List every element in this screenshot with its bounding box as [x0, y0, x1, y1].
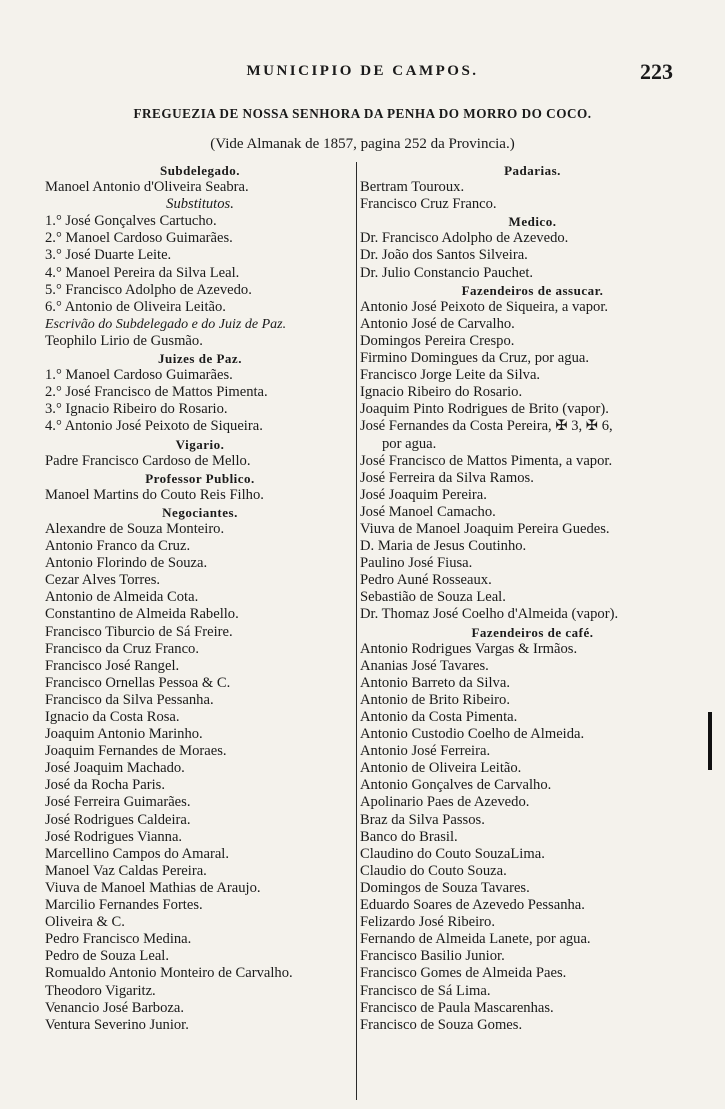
section-heading-subdelegado: Subdelegado.: [159, 163, 241, 178]
fazendeiros-assucar-list: [360, 299, 705, 436]
list-item: Claudio do Couto Souza.: [360, 862, 507, 879]
list-item: Antonio Barreto da Silva.: [360, 674, 510, 691]
list-item: Antonio José Ferreira.: [360, 743, 491, 760]
list-item: Francisco de Paula Mascarenhas.: [360, 999, 554, 1016]
juizes-list: [45, 367, 355, 435]
list-item: Francisco Jorge Leite da Silva.: [360, 367, 541, 384]
list-item: Paulino José Fiusa.: [360, 555, 473, 572]
list-item: Antonio Rodrigues Vargas & Irmãos.: [360, 640, 578, 657]
list-item: José Joaquim Pereira.: [360, 486, 487, 503]
list-item: 3.° Ignacio Ribeiro do Rosario.: [45, 401, 228, 418]
list-item: Marcilio Fernandes Fortes.: [45, 897, 203, 914]
list-item: Francisco Ornellas Pessoa & C.: [45, 674, 231, 691]
list-item: Antonio da Costa Pimenta.: [360, 709, 518, 725]
list-item: 2.° Manoel Cardoso Guimarães.: [45, 230, 233, 247]
list-item: Bertram Touroux.: [360, 179, 465, 196]
list-item: Claudino do Couto SouzaLima.: [360, 845, 545, 862]
list-item: Ventura Severino Junior.: [45, 1016, 189, 1033]
list-item: Viuva de Manoel Joaquim Pereira Guedes.: [360, 520, 610, 537]
list-item: José da Rocha Paris.: [45, 777, 165, 794]
list-item: Domingos de Souza Tavares.: [360, 879, 530, 896]
list-item: Dr. João dos Santos Silveira.: [360, 247, 528, 264]
list-item: Francisco da Silva Pessanha.: [45, 691, 214, 708]
list-item: Antonio de Almeida Cota.: [45, 589, 199, 606]
right-column: [360, 162, 705, 1034]
medico-list: [360, 230, 705, 281]
list-item: 4.° Manoel Pereira da Silva Leal.: [45, 264, 240, 281]
list-item: Cezar Alves Torres.: [45, 572, 161, 589]
list-item: José Manoel Camacho.: [360, 503, 496, 520]
list-item: Apolinario Paes de Azevedo.: [360, 794, 530, 811]
margin-mark: [708, 712, 712, 770]
list-item: Sebastião de Souza Leal.: [360, 589, 506, 606]
list-item: Theodoro Vigaritz.: [45, 982, 156, 999]
list-item: José Fernandes da Costa Pereira, ✠ 3, ✠ 6,: [360, 418, 613, 435]
list-item: Manoel Vaz Caldas Pereira.: [45, 862, 207, 879]
section-heading-medico: Medico.: [508, 214, 557, 230]
page-header: [0, 59, 725, 87]
section-heading-negociantes: Negociantes.: [162, 504, 238, 520]
list-item: José Rodrigues Caldeira.: [45, 811, 191, 828]
list-item: 3.° José Duarte Leite.: [45, 247, 172, 264]
list-item: Pedro de Souza Leal.: [45, 948, 170, 965]
list-item: Francisco Tiburcio de Sá Freire.: [45, 623, 233, 640]
list-item: Felizardo José Ribeiro.: [360, 914, 495, 931]
list-item: Constantino de Almeida Rabello.: [45, 606, 239, 623]
page-number: 223: [640, 59, 673, 84]
list-item: Francisco de Sá Lima.: [360, 982, 491, 999]
escrivao-name: Teophilo Lirio de Gusmão.: [45, 332, 203, 349]
list-item: Antonio José de Carvalho.: [360, 315, 515, 332]
list-item: Dr. Francisco Adolpho de Azevedo.: [360, 230, 569, 247]
section-heading-fazendeiros-cafe: Fazendeiros de café.: [471, 624, 594, 640]
list-item: Firmino Domingues da Cruz, por agua.: [360, 350, 590, 367]
list-item: José Francisco de Mattos Pimenta, a vapor.: [360, 452, 613, 469]
list-item: Oliveira & C.: [45, 914, 125, 931]
list-item: Antonio Florindo de Souza.: [45, 555, 208, 572]
list-item: Antonio de Brito Ribeiro.: [360, 691, 510, 708]
left-column: [45, 162, 355, 1034]
list-item: Joaquim Pinto Rodrigues de Brito (vapor).: [360, 401, 609, 418]
list-item: José Joaquim Machado.: [45, 760, 185, 777]
list-item: Ignacio Ribeiro do Rosario.: [360, 384, 523, 401]
padarias-list: [360, 179, 705, 213]
subdelegado-name: Manoel Antonio d'Oliveira Seabra.: [45, 179, 249, 196]
list-item: Francisco de Souza Gomes.: [360, 1016, 523, 1033]
running-title: MUNICIPIO DE CAMPOS.: [246, 63, 479, 79]
list-item: 5.° Francisco Adolpho de Azevedo.: [45, 281, 252, 298]
substitutos-list: [45, 213, 355, 316]
list-item: José Ferreira Guimarães.: [45, 794, 191, 811]
negociantes-list: [45, 521, 355, 1034]
list-item: Francisco Basilio Junior.: [360, 948, 505, 965]
list-item-continuation: por agua.: [382, 435, 437, 452]
list-item: 6.° Antonio de Oliveira Leitão.: [45, 298, 226, 315]
list-item: Ignacio da Costa Rosa.: [45, 709, 180, 725]
list-item: D. Maria de Jesus Coutinho.: [360, 538, 527, 555]
list-item: Romualdo Antonio Monteiro de Carvalho.: [45, 965, 293, 982]
list-item: Ananias José Tavares.: [360, 657, 489, 674]
list-item: Braz da Silva Passos.: [360, 811, 485, 828]
vigario-name: Padre Francisco Cardoso de Mello.: [45, 452, 251, 469]
list-item: Dr. Thomaz José Coelho d'Almeida (vapor).: [360, 606, 619, 623]
list-item: Joaquim Antonio Marinho.: [45, 726, 203, 743]
list-item: Alexandre de Souza Monteiro.: [45, 520, 225, 537]
list-item: José Ferreira da Silva Ramos.: [360, 469, 534, 486]
parish-title: FREGUEZIA DE NOSSA SENHORA DA PENHA DO MORRO DO COCO.: [133, 106, 592, 121]
section-heading-fazendeiros-assucar: Fazendeiros de assucar.: [461, 282, 604, 298]
substitutos-label: Substitutos.: [166, 196, 234, 213]
list-item: Antonio José Peixoto de Siqueira, a vapor.: [360, 298, 609, 315]
section-heading-padarias: Padarias.: [504, 163, 561, 178]
reference-line: (Vide Almanak de 1857, pagina 252 da Provincia.): [210, 136, 515, 152]
list-item: Pedro Auné Rosseaux.: [360, 572, 492, 589]
list-item: Joaquim Fernandes de Moraes.: [45, 743, 227, 760]
list-item: Marcellino Campos do Amaral.: [45, 845, 230, 862]
list-item: Antonio Gonçalves de Carvalho.: [360, 777, 552, 794]
list-item: 1.° José Gonçalves Cartucho.: [45, 213, 217, 230]
list-item: Fernando de Almeida Lanete, por agua.: [360, 931, 591, 948]
list-item: Viuva de Manoel Mathias de Araujo.: [45, 879, 261, 896]
list-item: Francisco da Cruz Franco.: [45, 640, 199, 657]
list-item: Antonio de Oliveira Leitão.: [360, 760, 522, 777]
list-item: Eduardo Soares de Azevedo Pessanha.: [360, 897, 585, 914]
column-divider: [356, 162, 357, 1100]
section-heading-professor: Professor Publico.: [145, 470, 255, 486]
fazendeiros-cafe-list: [360, 641, 705, 1034]
list-item: 4.° Antonio José Peixoto de Siqueira.: [45, 418, 263, 435]
fazendeiros-assucar-list-after: [360, 453, 705, 624]
section-heading-vigario: Vigario.: [175, 436, 225, 452]
list-item: Francisco Cruz Franco.: [360, 196, 497, 213]
list-item: 1.° Manoel Cardoso Guimarães.: [45, 367, 233, 384]
list-item: Antonio Franco da Cruz.: [45, 538, 191, 555]
list-item: 2.° José Francisco de Mattos Pimenta.: [45, 384, 268, 401]
list-item: Antonio Custodio Coelho de Almeida.: [360, 726, 585, 743]
escrivao-label: Escrivão do Subdelegado e do Juiz de Paz.: [45, 316, 287, 332]
list-item: Venancio José Barboza.: [45, 999, 184, 1016]
list-item: Domingos Pereira Crespo.: [360, 332, 515, 349]
list-item: Banco do Brasil.: [360, 828, 458, 845]
list-item: Francisco José Rangel.: [45, 657, 180, 674]
list-item: Dr. Julio Constancio Pauchet.: [360, 264, 534, 281]
list-item: José Rodrigues Vianna.: [45, 828, 183, 845]
section-heading-juizes: Juizes de Paz.: [158, 351, 242, 367]
list-item: Francisco Gomes de Almeida Paes.: [360, 965, 567, 982]
professor-name: Manoel Martins do Couto Reis Filho.: [45, 486, 264, 503]
list-item: Pedro Francisco Medina.: [45, 931, 192, 948]
